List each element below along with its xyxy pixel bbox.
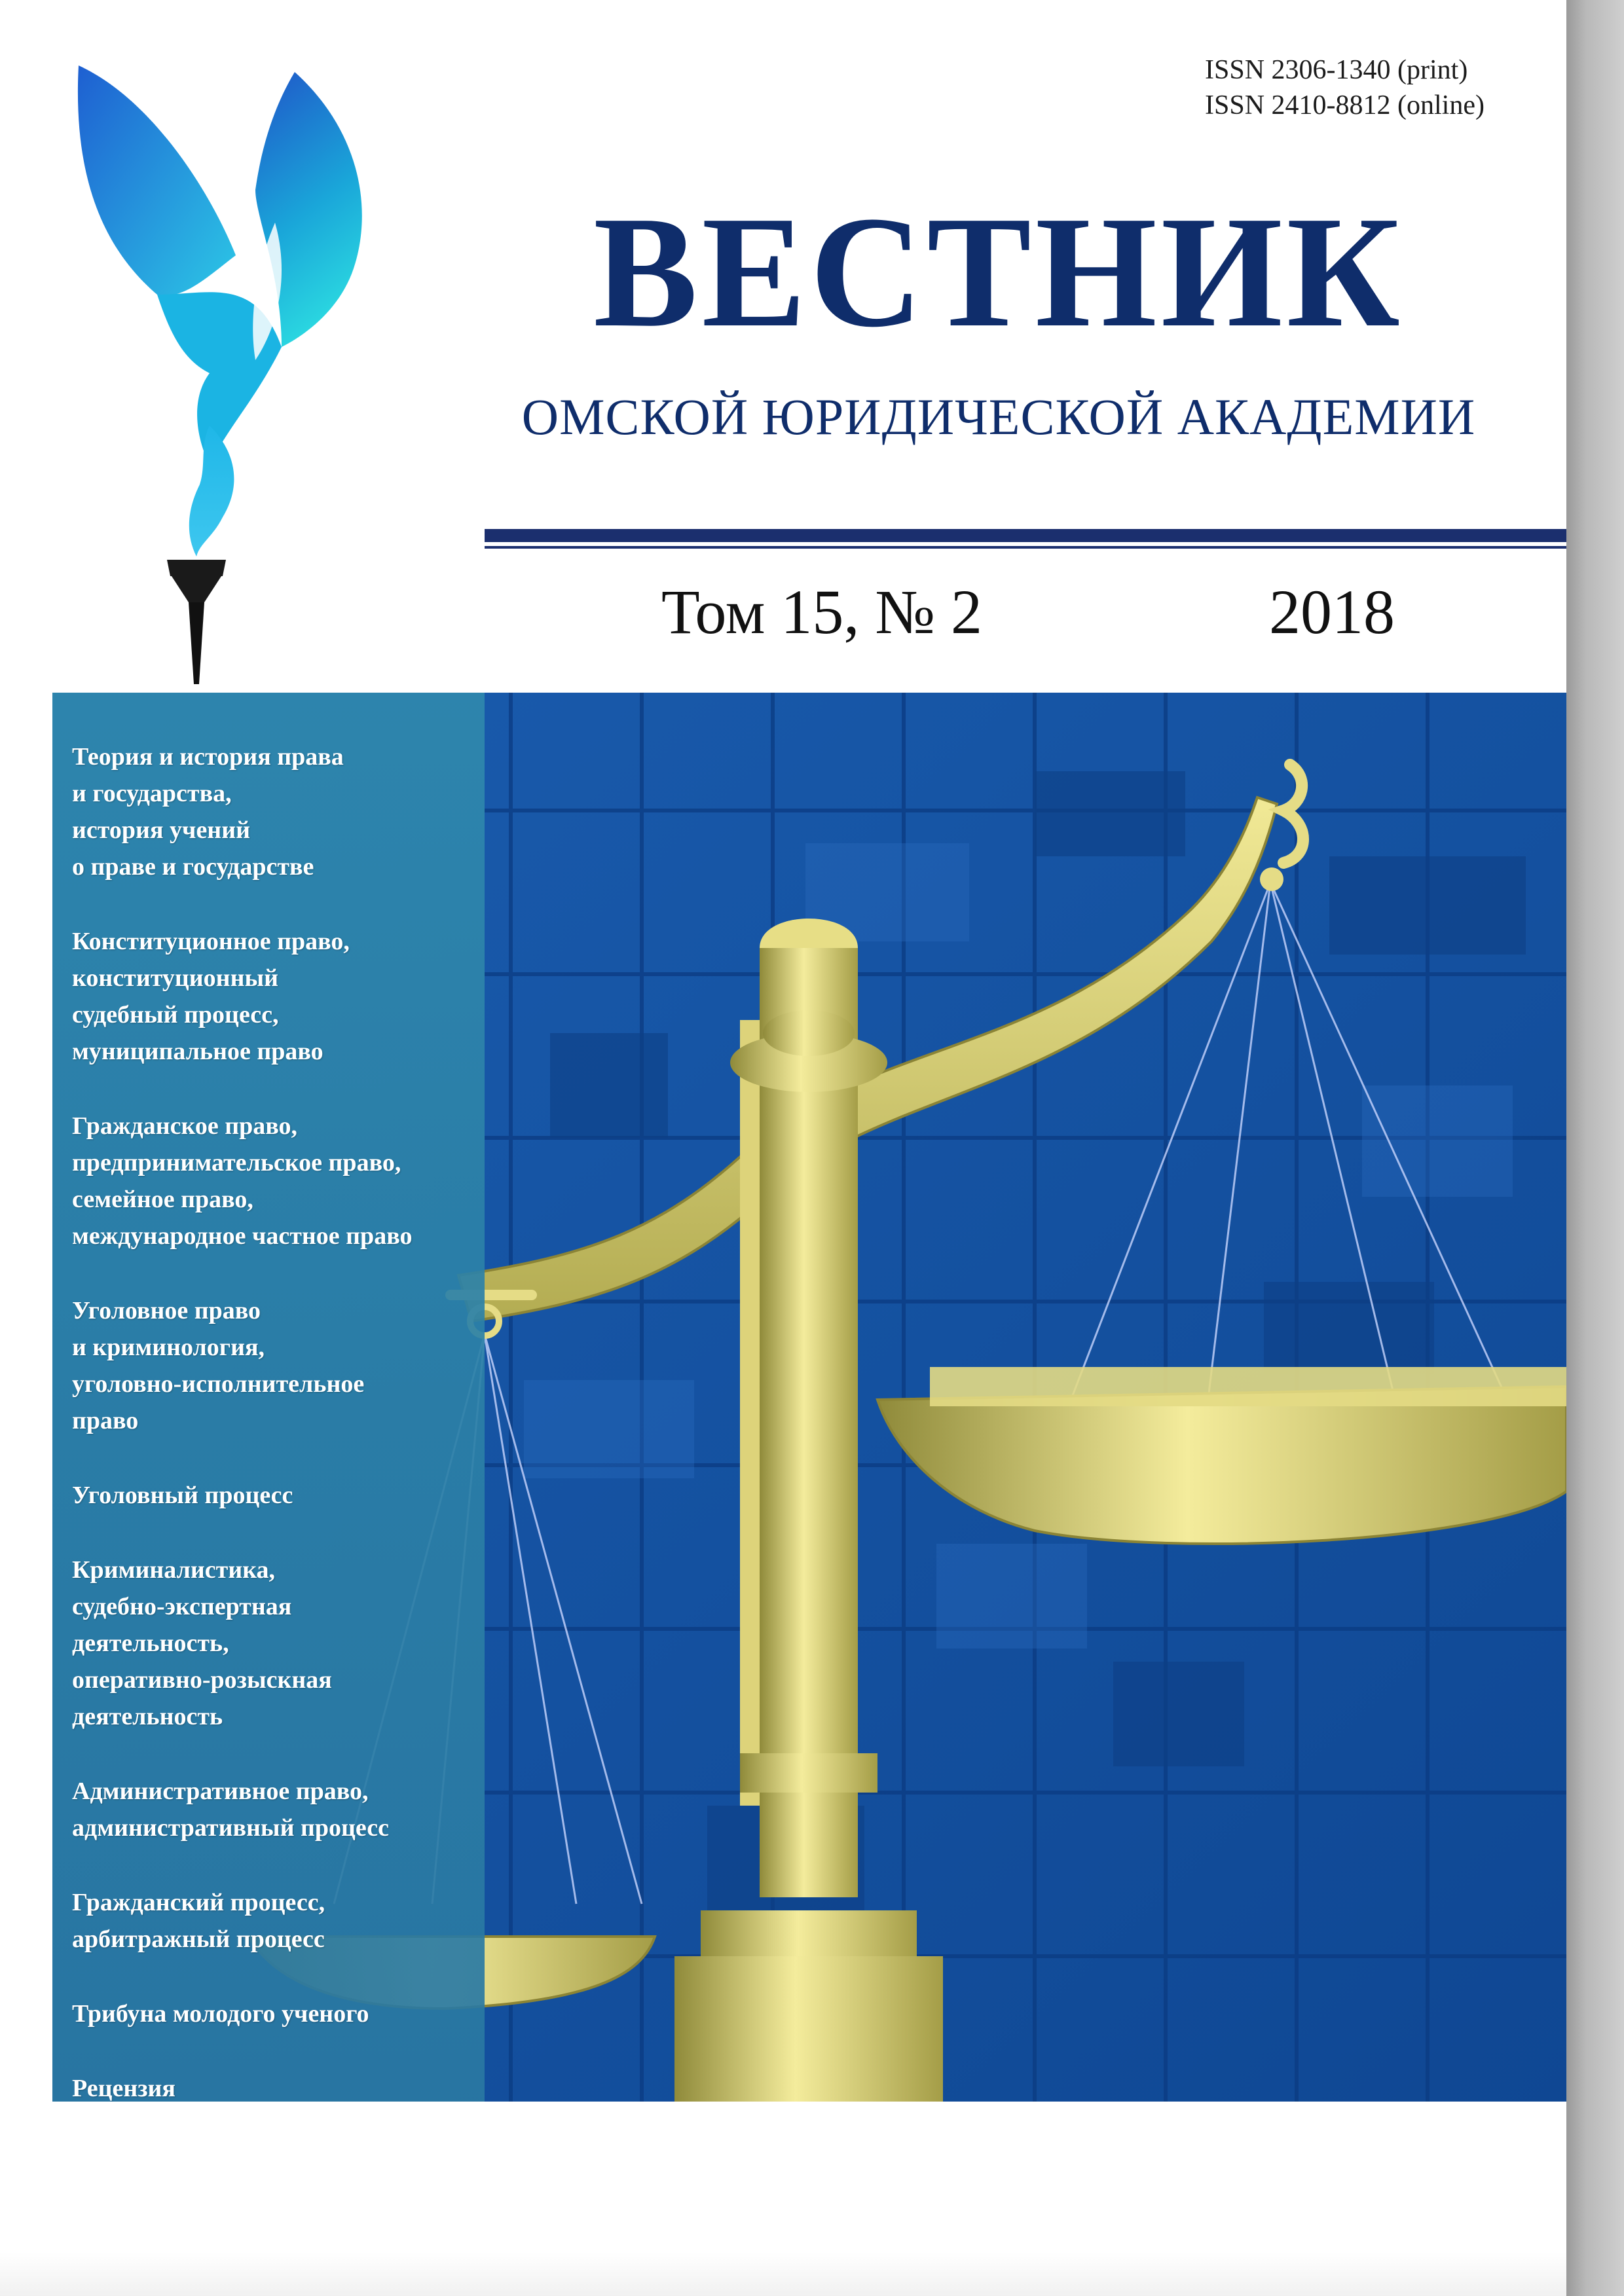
- topic-item: Трибуна молодого ученого: [72, 2000, 369, 2028]
- topic-item: Конституционное право, конституционный судебный процесс, муниципальное право: [72, 928, 350, 1065]
- scan-edge: [1566, 0, 1624, 2296]
- topic-item: Криминалистика, судебно-экспертная деятельность, оперативно-розыскная деятельность: [72, 1556, 332, 1730]
- issue-line: [661, 576, 1395, 648]
- topic-item: Административное право, административный процесс: [72, 1777, 389, 1842]
- issn-online: ISSN 2410-8812 (online): [1205, 90, 1485, 120]
- journal-title: ВЕСТНИК: [593, 183, 1404, 360]
- title-divider-thin: [485, 546, 1566, 549]
- issn-block: [1205, 52, 1545, 123]
- topics-list: [72, 738, 544, 2102]
- title-divider-thick: [485, 529, 1566, 542]
- topic-item: Уголовный процесс: [72, 1482, 293, 1509]
- topic-item: Теория и история права и государства, история учений о праве и государстве: [72, 743, 344, 881]
- topic-item: Уголовное право и криминология, уголовно-исполнительное право: [72, 1297, 365, 1434]
- topic-item: Гражданский процесс, арбитражный процесс: [72, 1889, 325, 1953]
- dove-torch-icon: [59, 59, 413, 687]
- issue-year: 2018: [1269, 577, 1395, 647]
- topic-item: Гражданское право, предпринимательское право, семейное право, международное частное право: [72, 1112, 413, 1250]
- page-bottom-shade: [0, 2252, 1566, 2296]
- journal-subtitle: ОМСКОЙ ЮРИДИЧЕСКОЙ АКАДЕМИИ: [521, 388, 1476, 445]
- cover-illustration: [52, 693, 1566, 2102]
- topic-item: Рецензия: [72, 2075, 175, 2102]
- issue-volume: Том 15, № 2: [661, 577, 982, 647]
- issn-print: ISSN 2306-1340 (print): [1205, 55, 1468, 85]
